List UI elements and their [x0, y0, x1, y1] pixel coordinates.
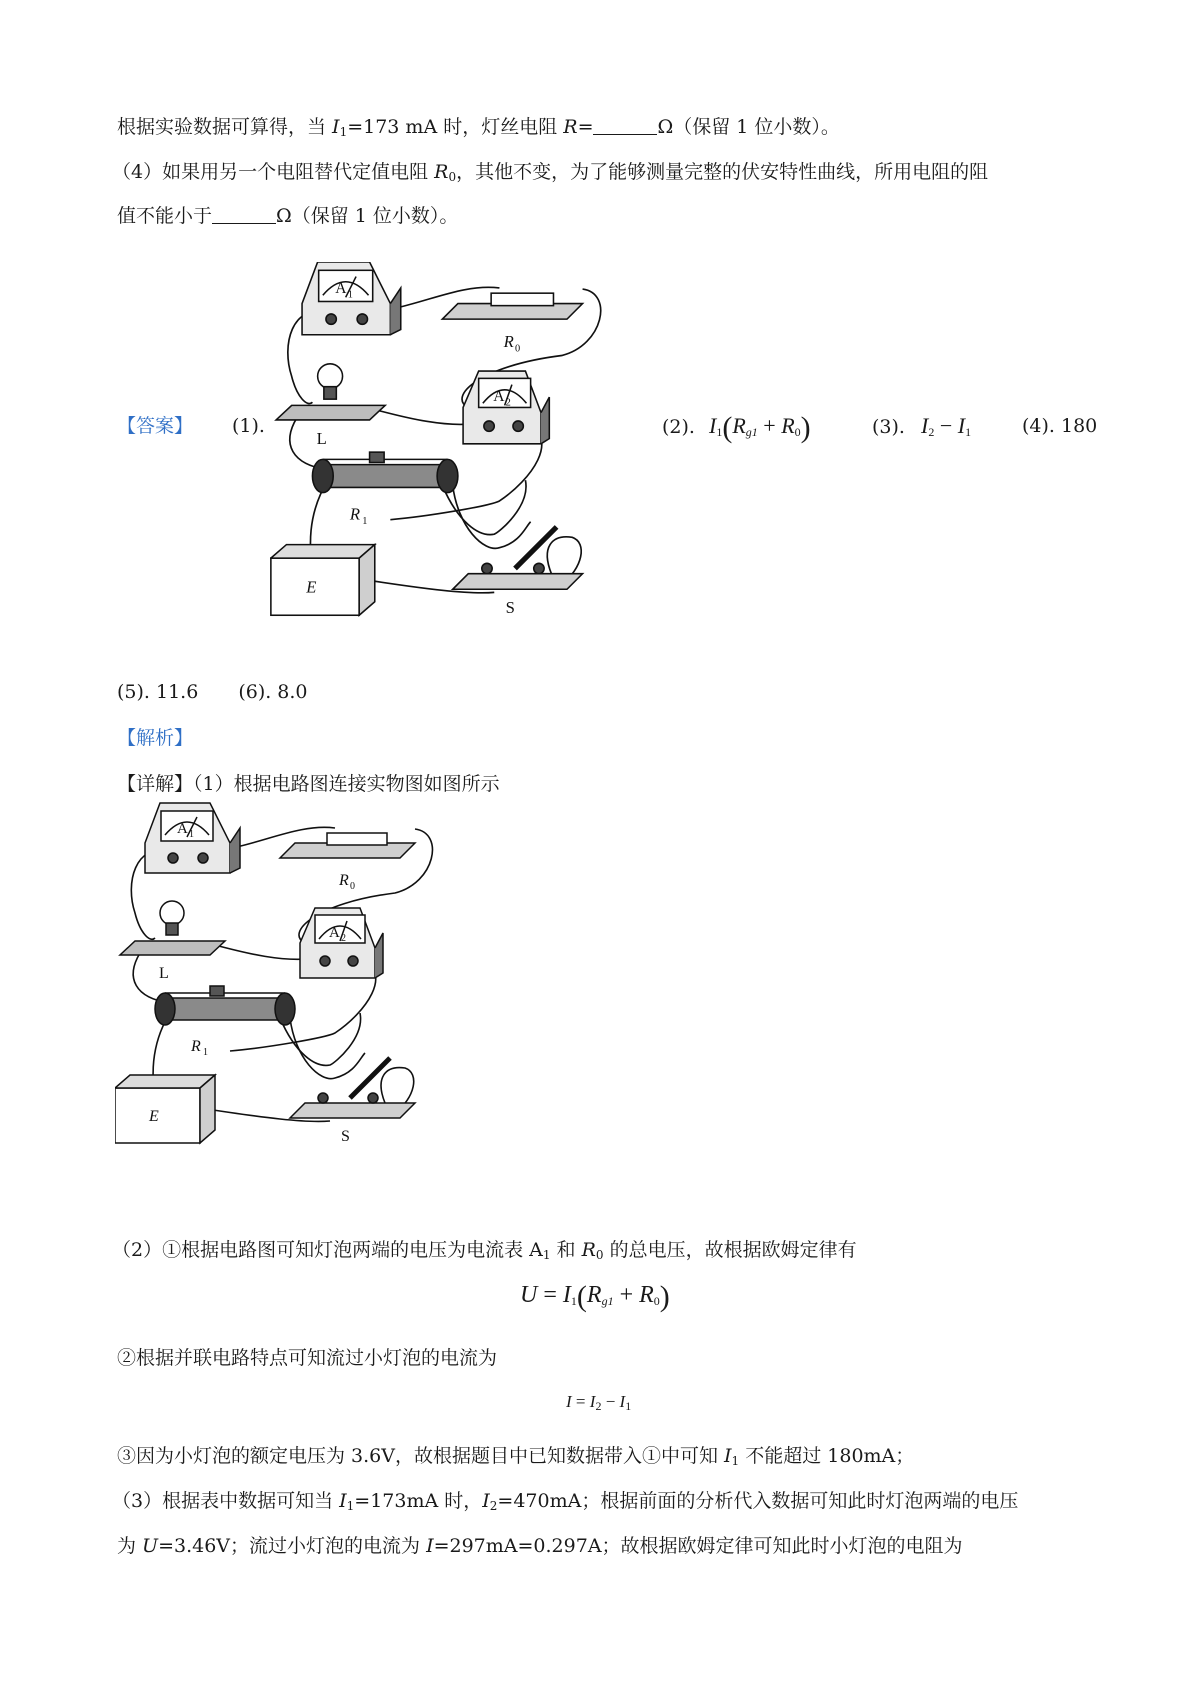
subscript: 2 — [928, 425, 935, 439]
switch-s — [453, 527, 583, 617]
subscript: 1 — [570, 1294, 577, 1308]
operator: = — [543, 1282, 557, 1308]
answer-tag: 【答案】 — [117, 415, 194, 437]
operator: + — [619, 1282, 634, 1308]
var: I — [921, 413, 929, 438]
label-r1-sub: 1 — [203, 1047, 208, 1058]
subscript: 1 — [542, 1248, 551, 1262]
label-a1: A — [177, 821, 188, 837]
label-switch: S — [505, 598, 515, 618]
formula-current — [566, 1392, 631, 1414]
text: =3.46V；流过小灯泡的电流为 — [158, 1535, 427, 1557]
var-i: I — [724, 1445, 732, 1467]
label-a1-sub: 1 — [189, 829, 194, 840]
label-a1: A — [335, 280, 347, 298]
label-r0-sub: 0 — [350, 881, 355, 892]
formula-2 — [709, 411, 811, 444]
circuit-diagram-top — [270, 262, 625, 662]
solution-line-2 — [112, 1237, 857, 1268]
label-r1: R — [349, 504, 360, 524]
text: (2). — [662, 416, 695, 438]
var-i: I — [482, 1490, 490, 1512]
wire — [453, 485, 531, 548]
solution-line-5 — [112, 1488, 1018, 1519]
label-a2-sub: 2 — [341, 933, 346, 944]
answer-blank — [593, 116, 657, 135]
answer-part-6: (6). 8.0 — [238, 681, 308, 703]
answer-blank — [212, 205, 276, 224]
text: ，其他不变，为了能够测量完整的伏安特性曲线，所用电阻的阻 — [456, 161, 989, 183]
circuit-diagram-bottom — [115, 798, 455, 1193]
paren: ( — [722, 411, 733, 444]
var-r: R — [563, 116, 578, 138]
analysis-tag: 【解析】 — [117, 727, 194, 749]
var-r: R — [434, 161, 449, 183]
subscript: 1 — [346, 1499, 355, 1513]
subscript: 2 — [489, 1499, 498, 1513]
question-line-1 — [117, 114, 840, 145]
question-line-3 — [117, 203, 458, 229]
text: =173 mA 时，灯丝电阻 — [347, 116, 564, 138]
var: U — [520, 1282, 538, 1308]
text: （4）如果用另一个电阻替代定值电阻 — [112, 161, 435, 183]
label-battery: E — [306, 577, 317, 597]
operator: − — [605, 1392, 616, 1411]
label-r0: R — [339, 872, 349, 889]
var: I — [709, 413, 717, 438]
text: 值不能小于 — [117, 205, 213, 227]
label-a1-sub: 1 — [347, 289, 353, 301]
ammeter-a2 — [463, 371, 549, 444]
paren: ) — [800, 411, 811, 444]
subscript: 0 — [595, 1248, 604, 1262]
solution-line-4 — [117, 1443, 914, 1474]
var: R — [732, 413, 746, 438]
text: 和 — [550, 1239, 582, 1261]
var-r: R — [581, 1239, 596, 1261]
answer-part-1: (1). — [232, 415, 265, 437]
label-battery: E — [149, 1108, 159, 1125]
resistor-r0 — [442, 293, 582, 354]
label-lamp: L — [159, 965, 169, 982]
formula-3 — [921, 413, 971, 438]
answer-part-3 — [872, 413, 971, 445]
text: =173mA 时， — [354, 1490, 483, 1512]
var: I — [566, 1392, 572, 1411]
detail-line: 【详解】（1）根据电路图连接实物图如图所示 — [117, 773, 500, 795]
subscript: g1 — [745, 425, 758, 439]
answer-part-4: (4). 180 — [1022, 415, 1098, 437]
subscript: 0 — [794, 425, 801, 439]
text: Ω（保留 1 位小数）。 — [657, 116, 840, 138]
text: =470mA；根据前面的分析代入数据可知此时灯泡两端的电压 — [497, 1490, 1019, 1512]
text: （2）①根据电路图可知灯泡两端的电压为电流表 A — [112, 1239, 543, 1261]
var: I — [589, 1392, 596, 1411]
label-r1-sub: 1 — [362, 515, 368, 527]
subscript: 0 — [448, 170, 457, 184]
var: R — [781, 413, 795, 438]
subscript: 1 — [339, 125, 348, 139]
subscript: 1 — [965, 425, 972, 439]
subscript: 2 — [595, 1399, 602, 1413]
label-r0-sub: 0 — [515, 343, 521, 355]
paren: ( — [576, 1280, 587, 1313]
subscript: 0 — [653, 1294, 660, 1308]
answer-part-2 — [662, 413, 811, 445]
solution-line-6 — [117, 1533, 963, 1559]
label-switch: S — [341, 1128, 350, 1145]
operator: = — [575, 1392, 586, 1411]
var-i: I — [426, 1535, 434, 1557]
text: 不能超过 180mA； — [739, 1445, 915, 1467]
ammeter-a1 — [302, 262, 401, 335]
label-a2: A — [329, 925, 340, 941]
battery-e — [271, 545, 375, 616]
formula-ohms-law — [520, 1280, 670, 1314]
subscript: 1 — [625, 1399, 632, 1413]
text: （3）根据表中数据可知当 — [112, 1490, 340, 1512]
question-line-2 — [112, 159, 988, 190]
text: =297mA=0.297A；故根据欧姆定律可知此时小灯泡的电阻为 — [433, 1535, 963, 1557]
answer-part-5: (5). 11.6 — [117, 681, 199, 703]
text: Ω（保留 1 位小数）。 — [276, 205, 459, 227]
var: I — [619, 1392, 626, 1411]
subscript: 1 — [731, 1454, 740, 1468]
text: 根据实验数据可算得，当 — [117, 116, 333, 138]
text: ③因为小灯泡的额定电压为 3.6V，故根据题目中已知数据带入①中可知 — [117, 1445, 725, 1467]
answer-part-5-6 — [117, 679, 308, 705]
label-lamp: L — [316, 428, 327, 448]
label-a2-sub: 2 — [505, 397, 511, 409]
text: = — [577, 116, 594, 138]
var: I — [562, 1282, 571, 1308]
label-r1: R — [191, 1038, 201, 1055]
text: 的总电压，故根据欧姆定律有 — [603, 1239, 857, 1261]
var-u: U — [142, 1535, 159, 1557]
subscript: 1 — [716, 425, 723, 439]
solution-line-3: ②根据并联电路特点可知流过小灯泡的电流为 — [117, 1347, 498, 1369]
var: R — [586, 1282, 602, 1308]
text: 为 — [117, 1535, 143, 1557]
operator: − — [939, 413, 953, 438]
var-i: I — [332, 116, 340, 138]
text: (3). — [872, 416, 905, 438]
rheostat-r1 — [312, 452, 457, 527]
var: R — [639, 1282, 654, 1308]
label-r0: R — [503, 332, 514, 352]
subscript: g1 — [601, 1294, 614, 1308]
var-i: I — [339, 1490, 347, 1512]
paren: ) — [659, 1280, 670, 1313]
var: I — [957, 413, 966, 438]
operator: + — [763, 413, 776, 438]
label-a2: A — [493, 388, 505, 406]
